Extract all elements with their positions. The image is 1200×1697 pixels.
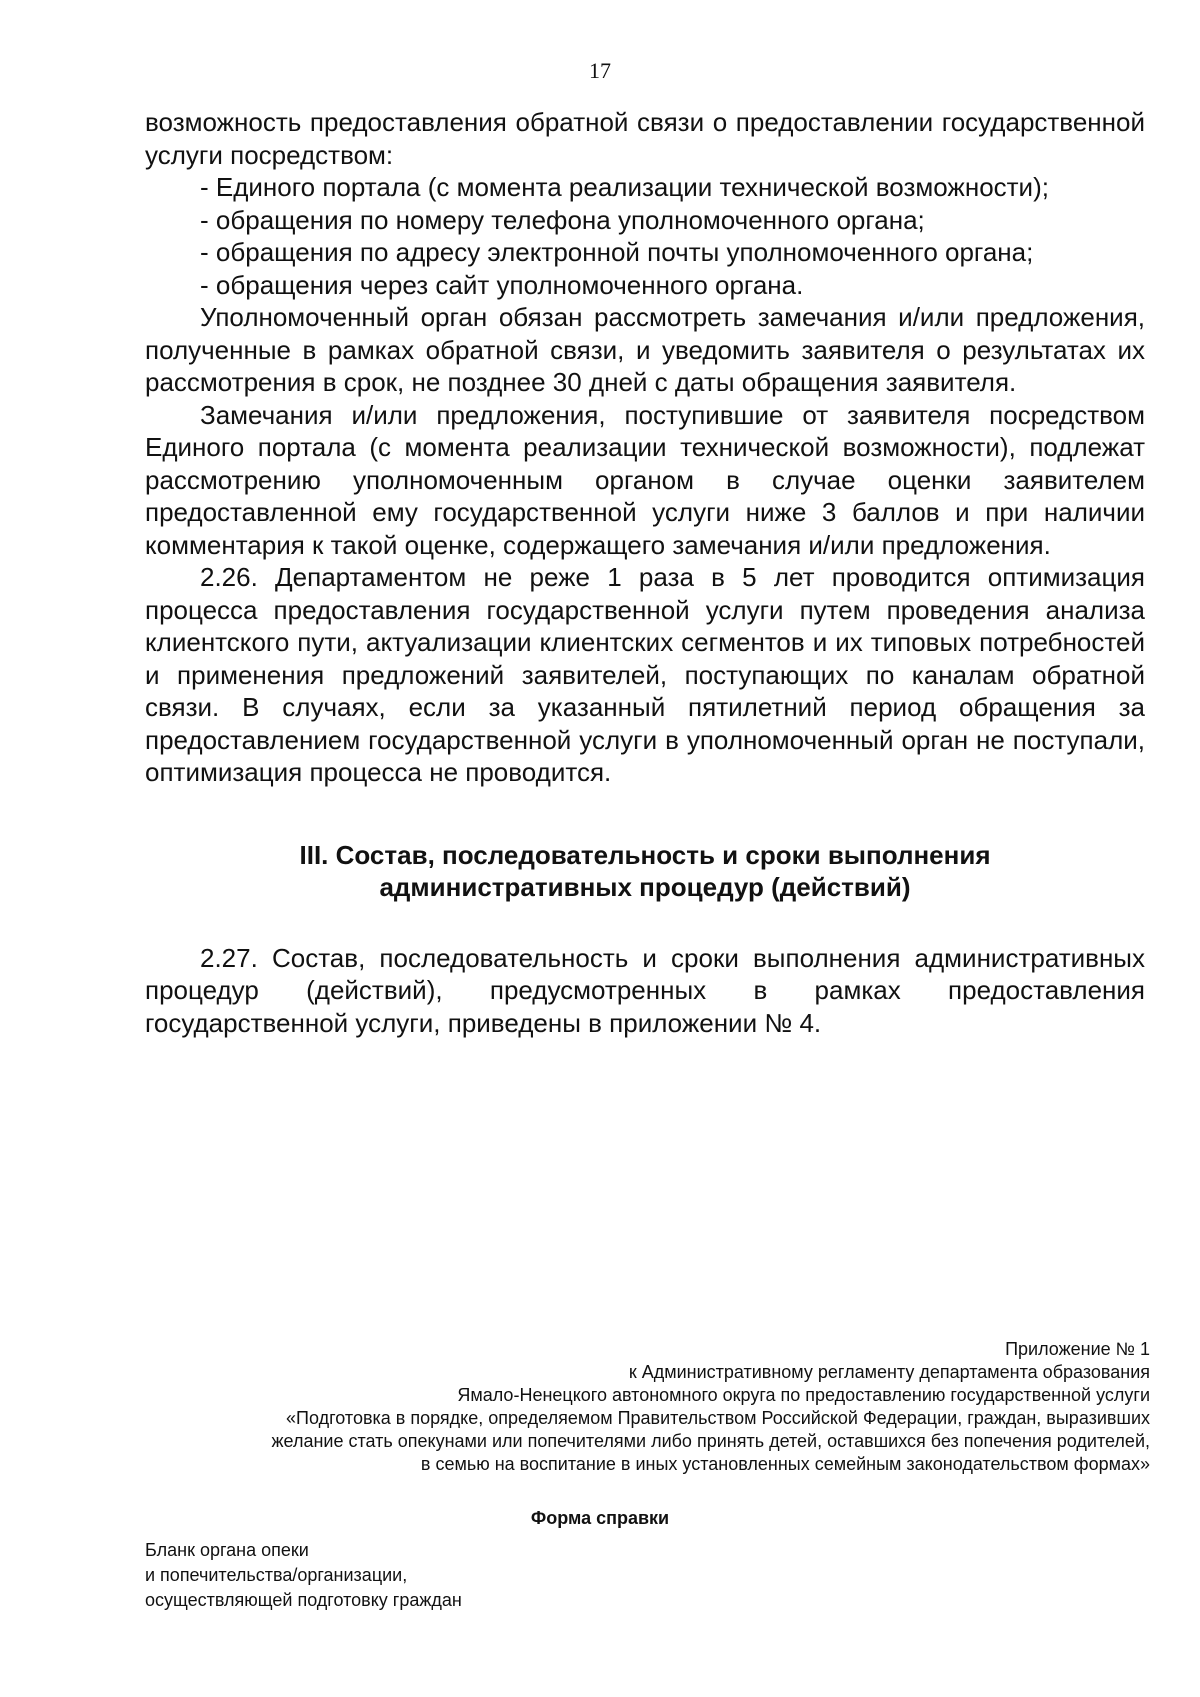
paragraph-2-27: 2.27. Состав, последовательность и сроки выполнения административных процедур (действий), предусмотренных в рамках предоставления государственной услуги, приведены в приложении № 4. <box>145 942 1145 1038</box>
form-title: Форма справки <box>530 1508 670 1528</box>
authority-blank <box>145 1538 645 1613</box>
annex-line: «Подготовка в порядке, определяемом Правительством Российской Федерации, граждан, выразивших <box>286 1408 1150 1428</box>
annex-line: к Административному регламенту департамента образования <box>628 1362 1150 1382</box>
list-item-portal: - Единого портала (с момента реализации технической возможности); <box>200 172 1049 202</box>
section-spacer <box>145 904 1145 942</box>
blank-line: и попечительства/организации, <box>145 1565 408 1585</box>
paragraph-obligation: Уполномоченный орган обязан рассмотреть замечания и/или предложения, полученные в рамках обратной связи, и уведомить заявителя о результатах их рассмотрения в срок, не позднее 30 дней с даты обращения заявителя. <box>145 302 1145 397</box>
section-heading <box>145 839 1145 904</box>
document-body <box>145 106 1145 1039</box>
blank-line: Бланк органа опеки <box>145 1540 309 1560</box>
section-heading-line-2: административных процедур (действий) <box>379 872 911 902</box>
annex-title: Приложение № 1 <box>1005 1339 1150 1359</box>
annex-line: желание стать опекунами или попечителями либо принять детей, оставшихся без попечения родителей, <box>271 1431 1150 1451</box>
paragraph-2-26: 2.26. Департаментом не реже 1 раза в 5 лет проводится оптимизация процесса предоставления государственной услуги путем проведения анализа клиентского пути, актуализации клиентских сегментов и их типовых потребностей и применения предложений заявителей, поступающих по каналам обратной связи. В случаях, если за указанный пятилетний период обращения за предоставлением государственной услуги в уполномоченный орган не поступали, оптимизация процесса не проводится. <box>145 562 1145 787</box>
blank-line: осуществляющей подготовку граждан <box>145 1590 462 1610</box>
annex-line: Ямало-Ненецкого автономного округа по предоставлению государственной услуги <box>457 1385 1150 1405</box>
intro-paragraph: возможность предоставления обратной связи о предоставлении государственной услуги посредством: <box>145 107 1145 170</box>
annex-header <box>150 1338 1150 1476</box>
annex-line: в семью на воспитание в иных установленных семейным законодательством формах» <box>420 1454 1150 1474</box>
list-item-email: - обращения по адресу электронной почты уполномоченного органа; <box>200 237 1034 267</box>
paragraph-remarks: Замечания и/или предложения, поступившие от заявителя посредством Единого портала (с момента реализации технической возможности), подлежат рассмотрению уполномоченным органом в случае оценки заявителем предоставленной ему государственной услуги ниже 3 баллов и при наличии комментария к такой оценке, содержащего замечания и/или предложения. <box>145 399 1145 560</box>
list-item-phone: - обращения по номеру телефона уполномоченного органа; <box>200 204 925 235</box>
list-item-site: - обращения через сайт уполномоченного органа. <box>200 269 804 300</box>
section-heading-line-1: III. Состав, последовательность и сроки выполнения <box>299 839 991 870</box>
page-number: 17 <box>589 58 611 83</box>
